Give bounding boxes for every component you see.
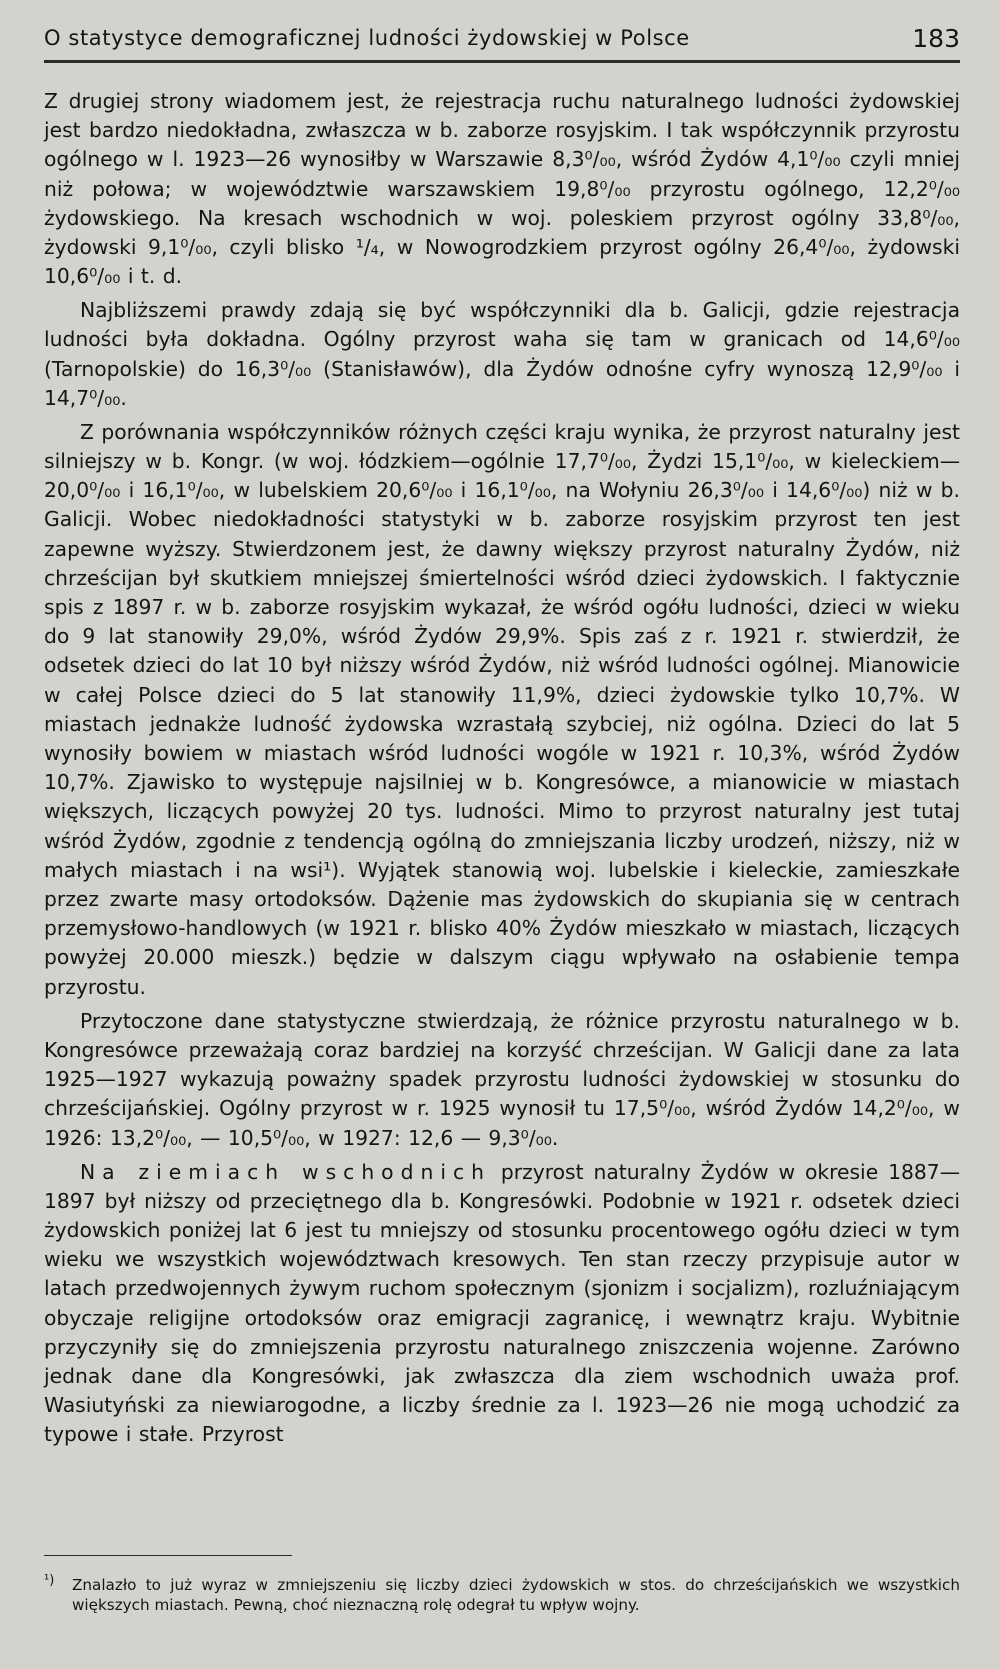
paragraph-5-text: przyrost naturalny Żydów w okresie 1887—1897 był niższy od przeciętnego dla b. Kongresówki. Podobnie w 1921 r. odsetek dzieci żydowskich poniżej lat 6 jest tu mniejszy od stosunku procentowego ogółu dzieci w tym wieku we wszystkich województwach kresowych. Ten stan rzeczy przypisuje autor w latach przedwojennych żywym ruchom społecznym (sjonizm i socjalizm), rozluźniającym obyczaje religijne ortodoksów oraz emigracji zagranicę, i wewnątrz kraju. Wybitnie przyczyniły się do zmniejszenia przyrostu naturalnego zniszczenia wojenne. Zarówno jednak dane dla Kongresówki, jak zwłaszcza dla ziem wschodnich uważa prof. Wasiutyński za niewiarogodne, a liczby średnie za l. 1923—26 nie mogą uchodzić za typowe i stałe. Przyrost [44, 1159, 960, 1447]
running-title: O statystyce demograficznej ludności żydowskiej w Polsce [44, 26, 690, 50]
main-text [44, 87, 960, 1454]
paragraph-2: Najbliższemi prawdy zdają się być współczynniki dla b. Galicji, gdzie rejestracja ludności była dokładna. Ogólny przyrost waha się tam w granicach od 14,6⁰/₀₀ (Tarnopolskie) do 16,3⁰/₀₀ (Stanisławów), dla Żydów odnośne cyfry wynoszą 12,9⁰/₀₀ i 14,7⁰/₀₀. [44, 298, 960, 410]
paragraph-4: Przytoczone dane statystyczne stwierdzają, że różnice przyrostu naturalnego w b. Kongresówce przeważają coraz bardziej na korzyść chrześcijan. W Galicji dane za lata 1925—1927 wykazują poważny spadek przyrostu ludności żydowskiej w stosunku do chrześcijańskiej. Ogólny przyrost w r. 1925 wynosił tu 17,5⁰/₀₀, wśród Żydów 14,2⁰/₀₀, w 1926: 13,2⁰/₀₀, — 10,5⁰/₀₀, w 1927: 12,6 — 9,3⁰/₀₀. [44, 1008, 960, 1150]
paragraph-5 [44, 1158, 960, 1450]
page-number: 183 [912, 24, 960, 53]
header-rule [44, 60, 960, 63]
page-header [44, 20, 960, 62]
paragraph-1: Z drugiej strony wiadomem jest, że rejestracja ruchu naturalnego ludności żydowskiej jest bardzo niedokładna, zwłaszcza w b. zaborze rosyjskim. I tak współczynnik przyrostu ogólnego w l. 1923—26 wynosiłby w Warszawie 8,3⁰/₀₀, wśród Żydów 4,1⁰/₀₀ czyli mniej niż połowa; w województwie warszawskiem 19,8⁰/₀₀ przyrostu ogólnego, 12,2⁰/₀₀ żydowskiego. Na kresach wschodnich w woj. poleskiem przyrost ogólny 33,8⁰/₀₀, żydowski 9,1⁰/₀₀, czyli blisko ¹/₄, w Nowogrodzkiem przyrost ogólny 26,4⁰/₀₀, żydowski 10,6⁰/₀₀ i t. d. [44, 89, 960, 289]
spaced-emphasis: Na ziemiach wschodnich [80, 1159, 491, 1184]
footnote-marker: ¹) [44, 1573, 55, 1588]
footnote-text: Znalazło to już wyraz w zmniejszeniu się liczby dzieci żydowskich w stos. do chrześcijańskich we wszystkich większych miastach. Pewną, choć nieznaczną rolę odegrał tu wpływ wojny. [72, 1576, 960, 1614]
paragraph-3: Z porównania współczynników różnych części kraju wynika, że przyrost naturalny jest silniejszy w b. Kongr. (w woj. łódzkiem—ogólnie 17,7⁰/₀₀, Żydzi 15,1⁰/₀₀, w kieleckiem— 20,0⁰/₀₀ i 16,1⁰/₀₀, w lubelskiem 20,6⁰/₀₀ i 16,1⁰/₀₀, na Wołyniu 26,3⁰/₀₀ i 14,6⁰/₀₀) niż w b. Galicji. Wobec niedokładności statystyki w b. zaborze rosyjskim przyrost ten jest zapewne wyższy. Stwierdzonem jest, że dawny większy przyrost naturalny Żydów, niż chrześcijan był skutkiem mniejszej śmiertelności wśród dzieci żydowskich. I faktycznie spis z 1897 r. w b. zaborze rosyjskim wykazał, że wśród ogółu ludności, dzieci w wieku do 9 lat stanowiły 29,0%, wśród Żydów 29,9%. Spis zaś z r. 1921 r. stwierdził, że odsetek dzieci do lat 10 był niższy wśród Żydów, niż wśród ludności ogólnej. Mianowicie w całej Polsce dzieci do 5 lat stanowiły 11,9%, dzieci żydowskie tylko 10,7%. W miastach jednakże ludność żydowska wzrastałą szybciej, niż ogólna. Dzieci do lat 5 wynosiły bowiem w miastach wśród ludności wogóle w 1921 r. 10,3%, wśród Żydów 10,7%. Zjawisko to występuje najsilniej w b. Kongresówce, a mianowicie w miastach większych, liczących powyżej 20 tys. ludności. Mimo to przyrost naturalny jest tutaj wśród Żydów, zgodnie z tendencją ogólną do zmniejszania liczby urodzeń, niższy, niż w małych miastach i na wsi¹). Wyjątek stanowią woj. lubelskie i kieleckie, zamieszkałe przez zwarte masy ortodoksów. Dążenie mas żydowskich do skupiania się w centrach przemysłowo-handlowych (w 1921 r. blisko 40% Żydów mieszkało w miastach, liczących powyżej 20.000 mieszk.) będzie w dalszym ciągu wpływało na osłabienie tempa przyrostu. [44, 419, 960, 999]
footnote-rule [44, 1555, 292, 1556]
